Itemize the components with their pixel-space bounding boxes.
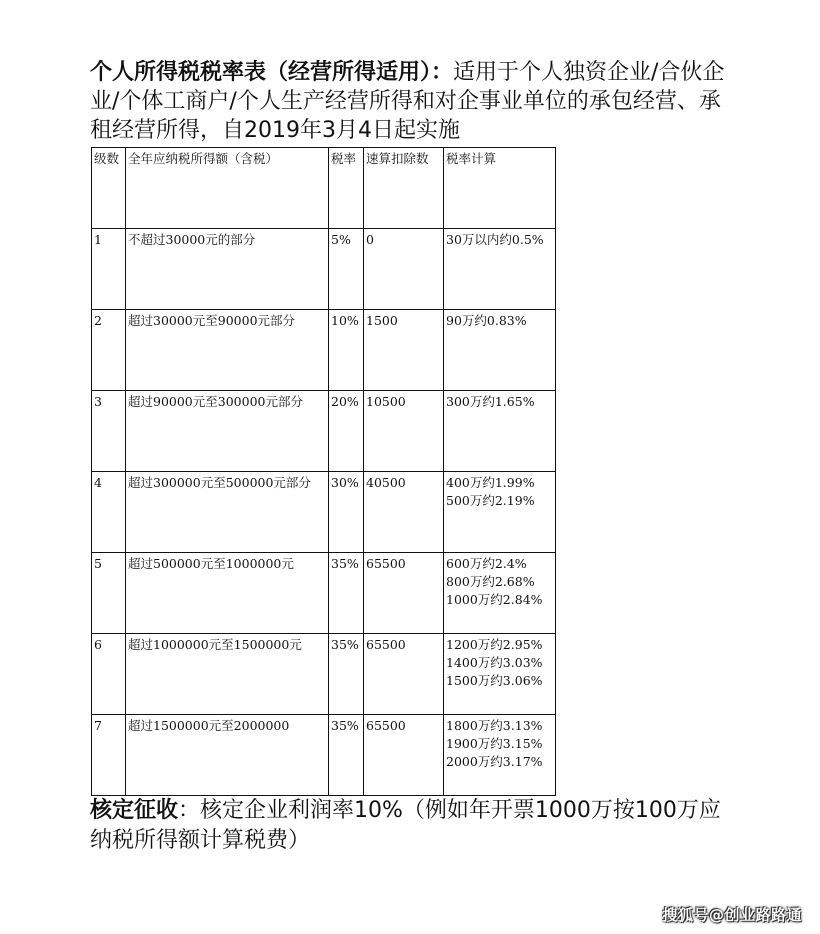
table-row	[92, 634, 556, 715]
watermark: 搜狐号@创业路路通	[662, 906, 802, 924]
cell-level: 6	[92, 634, 126, 715]
cell-deduction: 10500	[364, 391, 444, 472]
header-rate: 税率	[329, 148, 364, 229]
tax-rate-table	[91, 147, 556, 796]
cell-calculation	[444, 715, 556, 796]
cell-level: 2	[92, 310, 126, 391]
cell-deduction: 1500	[364, 310, 444, 391]
calc-line: 2000万约3.17%	[446, 754, 543, 769]
cell-level: 7	[92, 715, 126, 796]
calc-line: 1200万约2.95%	[446, 637, 543, 652]
table-row	[92, 391, 556, 472]
calc-line: 300万约1.65%	[446, 394, 535, 409]
cell-income-range: 超过30000元至90000元部分	[126, 310, 329, 391]
cell-rate: 30%	[329, 472, 364, 553]
cell-rate: 10%	[329, 310, 364, 391]
cell-calculation	[444, 229, 556, 310]
calc-line: 500万约2.19%	[446, 493, 535, 508]
cell-income-range: 超过500000元至1000000元	[126, 553, 329, 634]
cell-level: 5	[92, 553, 126, 634]
cell-income-range: 不超过30000元的部分	[126, 229, 329, 310]
table-row	[92, 229, 556, 310]
cell-calculation	[444, 553, 556, 634]
cell-level: 1	[92, 229, 126, 310]
calc-line: 1000万约2.84%	[446, 592, 543, 607]
cell-income-range: 超过1000000元至1500000元	[126, 634, 329, 715]
footer-paragraph	[90, 796, 730, 856]
cell-rate: 35%	[329, 634, 364, 715]
header-calculation: 税率计算	[444, 148, 556, 229]
cell-calculation	[444, 634, 556, 715]
table-header-row	[92, 148, 556, 229]
cell-income-range: 超过1500000元至2000000	[126, 715, 329, 796]
intro-title: 个人所得税税率表（经营所得适用）：	[90, 60, 454, 85]
cell-rate: 35%	[329, 553, 364, 634]
cell-deduction: 0	[364, 229, 444, 310]
footer-title: 核定征收	[90, 798, 179, 823]
intro-text: 适用于个人独资企业/合伙企业/个体工商户/个人生产经营所得和对企事业单位的承包经营、承租经营所得，自2019年3月4日起实施	[90, 60, 725, 143]
cell-calculation	[444, 391, 556, 472]
calc-line: 1800万约3.13%	[446, 718, 543, 733]
header-deduction: 速算扣除数	[364, 148, 444, 229]
calc-line: 800万约2.68%	[446, 574, 535, 589]
calc-line: 600万约2.4%	[446, 556, 527, 571]
table-row	[92, 472, 556, 553]
calc-line: 1900万约3.15%	[446, 736, 543, 751]
cell-rate: 35%	[329, 715, 364, 796]
cell-rate: 5%	[329, 229, 364, 310]
calc-line: 1500万约3.06%	[446, 673, 543, 688]
cell-deduction: 65500	[364, 715, 444, 796]
cell-rate: 20%	[329, 391, 364, 472]
cell-deduction: 40500	[364, 472, 444, 553]
cell-level: 4	[92, 472, 126, 553]
table-row	[92, 715, 556, 796]
table-row	[92, 553, 556, 634]
footer-text: ：核定企业利润率10%（例如年开票1000万按100万应纳税所得额计算税费）	[90, 798, 721, 853]
cell-deduction: 65500	[364, 634, 444, 715]
cell-level: 3	[92, 391, 126, 472]
cell-deduction: 65500	[364, 553, 444, 634]
calc-line: 400万约1.99%	[446, 475, 535, 490]
calc-line: 30万以内约0.5%	[446, 232, 544, 247]
header-level: 级数	[92, 148, 126, 229]
cell-income-range: 超过300000元至500000元部分	[126, 472, 329, 553]
header-income-range: 全年应纳税所得额（含税）	[126, 148, 329, 229]
calc-line: 1400万约3.03%	[446, 655, 543, 670]
cell-calculation	[444, 310, 556, 391]
calc-line: 90万约0.83%	[446, 313, 527, 328]
table-row	[92, 310, 556, 391]
cell-income-range: 超过90000元至300000元部分	[126, 391, 329, 472]
intro-paragraph	[90, 58, 730, 145]
cell-calculation	[444, 472, 556, 553]
